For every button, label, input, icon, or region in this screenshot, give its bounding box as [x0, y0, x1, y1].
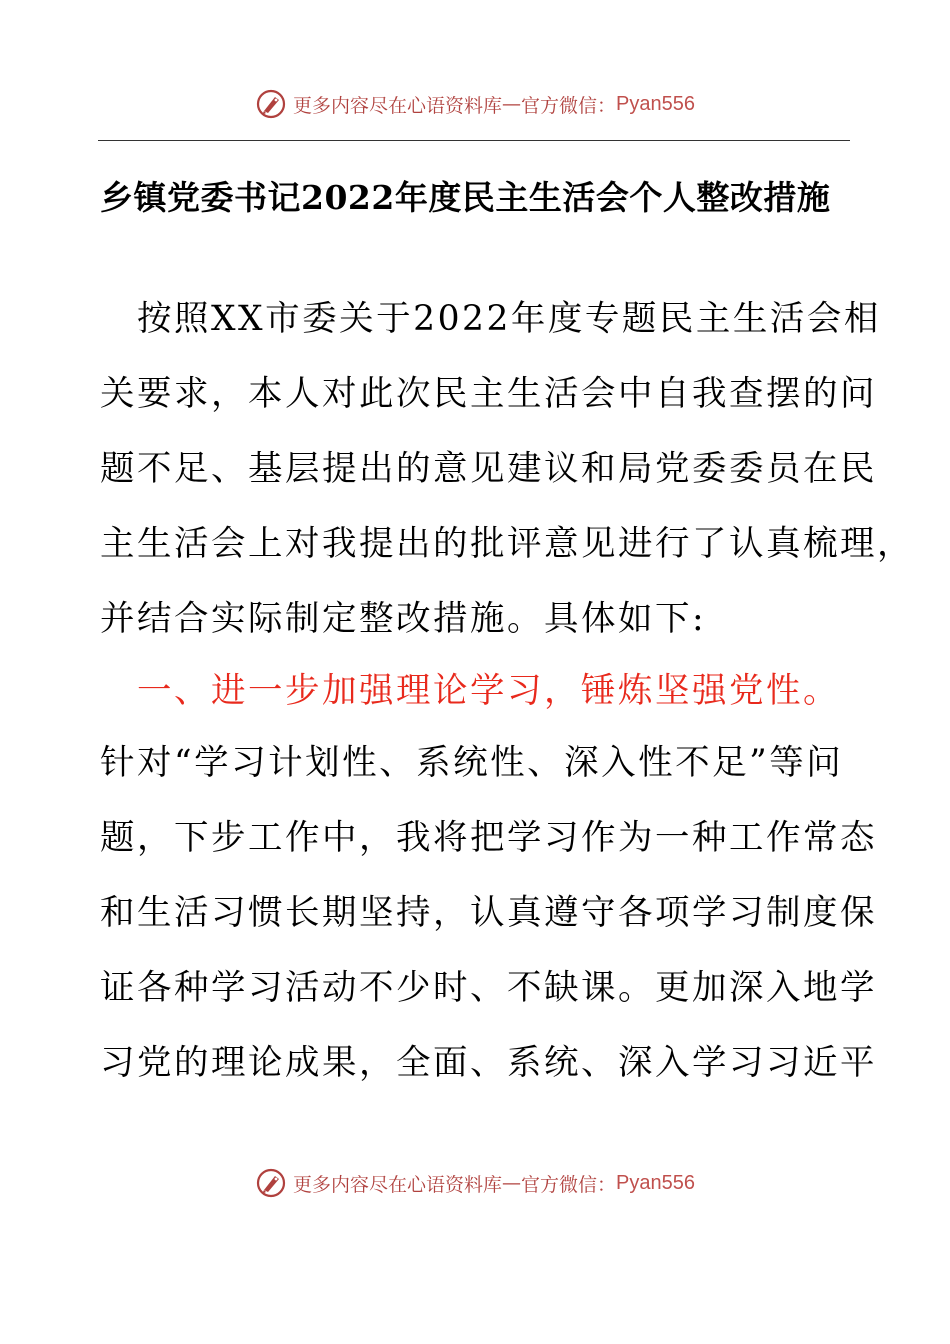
body-line: 习党的理论成果，全面、系统、深入学习习近平 [100, 1043, 877, 1083]
body-line: 和生活习惯长期坚持，认真遵守各项学习制度保 [100, 893, 877, 933]
header-divider [98, 140, 850, 141]
header-banner [0, 84, 950, 124]
footer-banner [0, 1163, 950, 1203]
banner-site-text: 更多内容尽在心语资料库 [293, 1173, 503, 1196]
banner-dash: — [502, 93, 522, 115]
body-line: 针对“学习计划性、系统性、深入性不足”等问 [100, 743, 844, 783]
banner-site-text: 更多内容尽在心语资料库 [293, 94, 503, 117]
body-line: 关要求，本人对此次民主生活会中自我查摆的问 [100, 374, 877, 414]
banner-dash: — [502, 1172, 522, 1194]
body-line: 并结合实际制定整改措施。具体如下: [100, 599, 707, 639]
body-line: 主生活会上对我提出的批评意见进行了认真梳理， [100, 524, 914, 564]
section-heading: 一、进一步加强理论学习，锤炼坚强党性。 [100, 671, 840, 711]
body-line: 题，下步工作中，我将把学习作为一种工作常态 [100, 818, 877, 858]
banner-wechat-label: 官方微信： [521, 1173, 617, 1196]
body-line: 按照XX市委关于2022年度专题民主生活会相 [100, 299, 881, 339]
body-line: 题不足、基层提出的意见建议和局党委委员在民 [100, 449, 877, 489]
banner-wechat-id: Pyan556 [616, 92, 695, 115]
document-title: 乡镇党委书记2022年度民主生活会个人整改措施 [100, 178, 831, 217]
banner-wechat-id: Pyan556 [616, 1171, 695, 1194]
banner-wechat-label: 官方微信： [521, 94, 617, 117]
pen-nib-logo-icon [255, 88, 287, 120]
pen-nib-logo-icon [255, 1167, 287, 1199]
body-line: 证各种学习活动不少时、不缺课。更加深入地学 [100, 968, 877, 1008]
